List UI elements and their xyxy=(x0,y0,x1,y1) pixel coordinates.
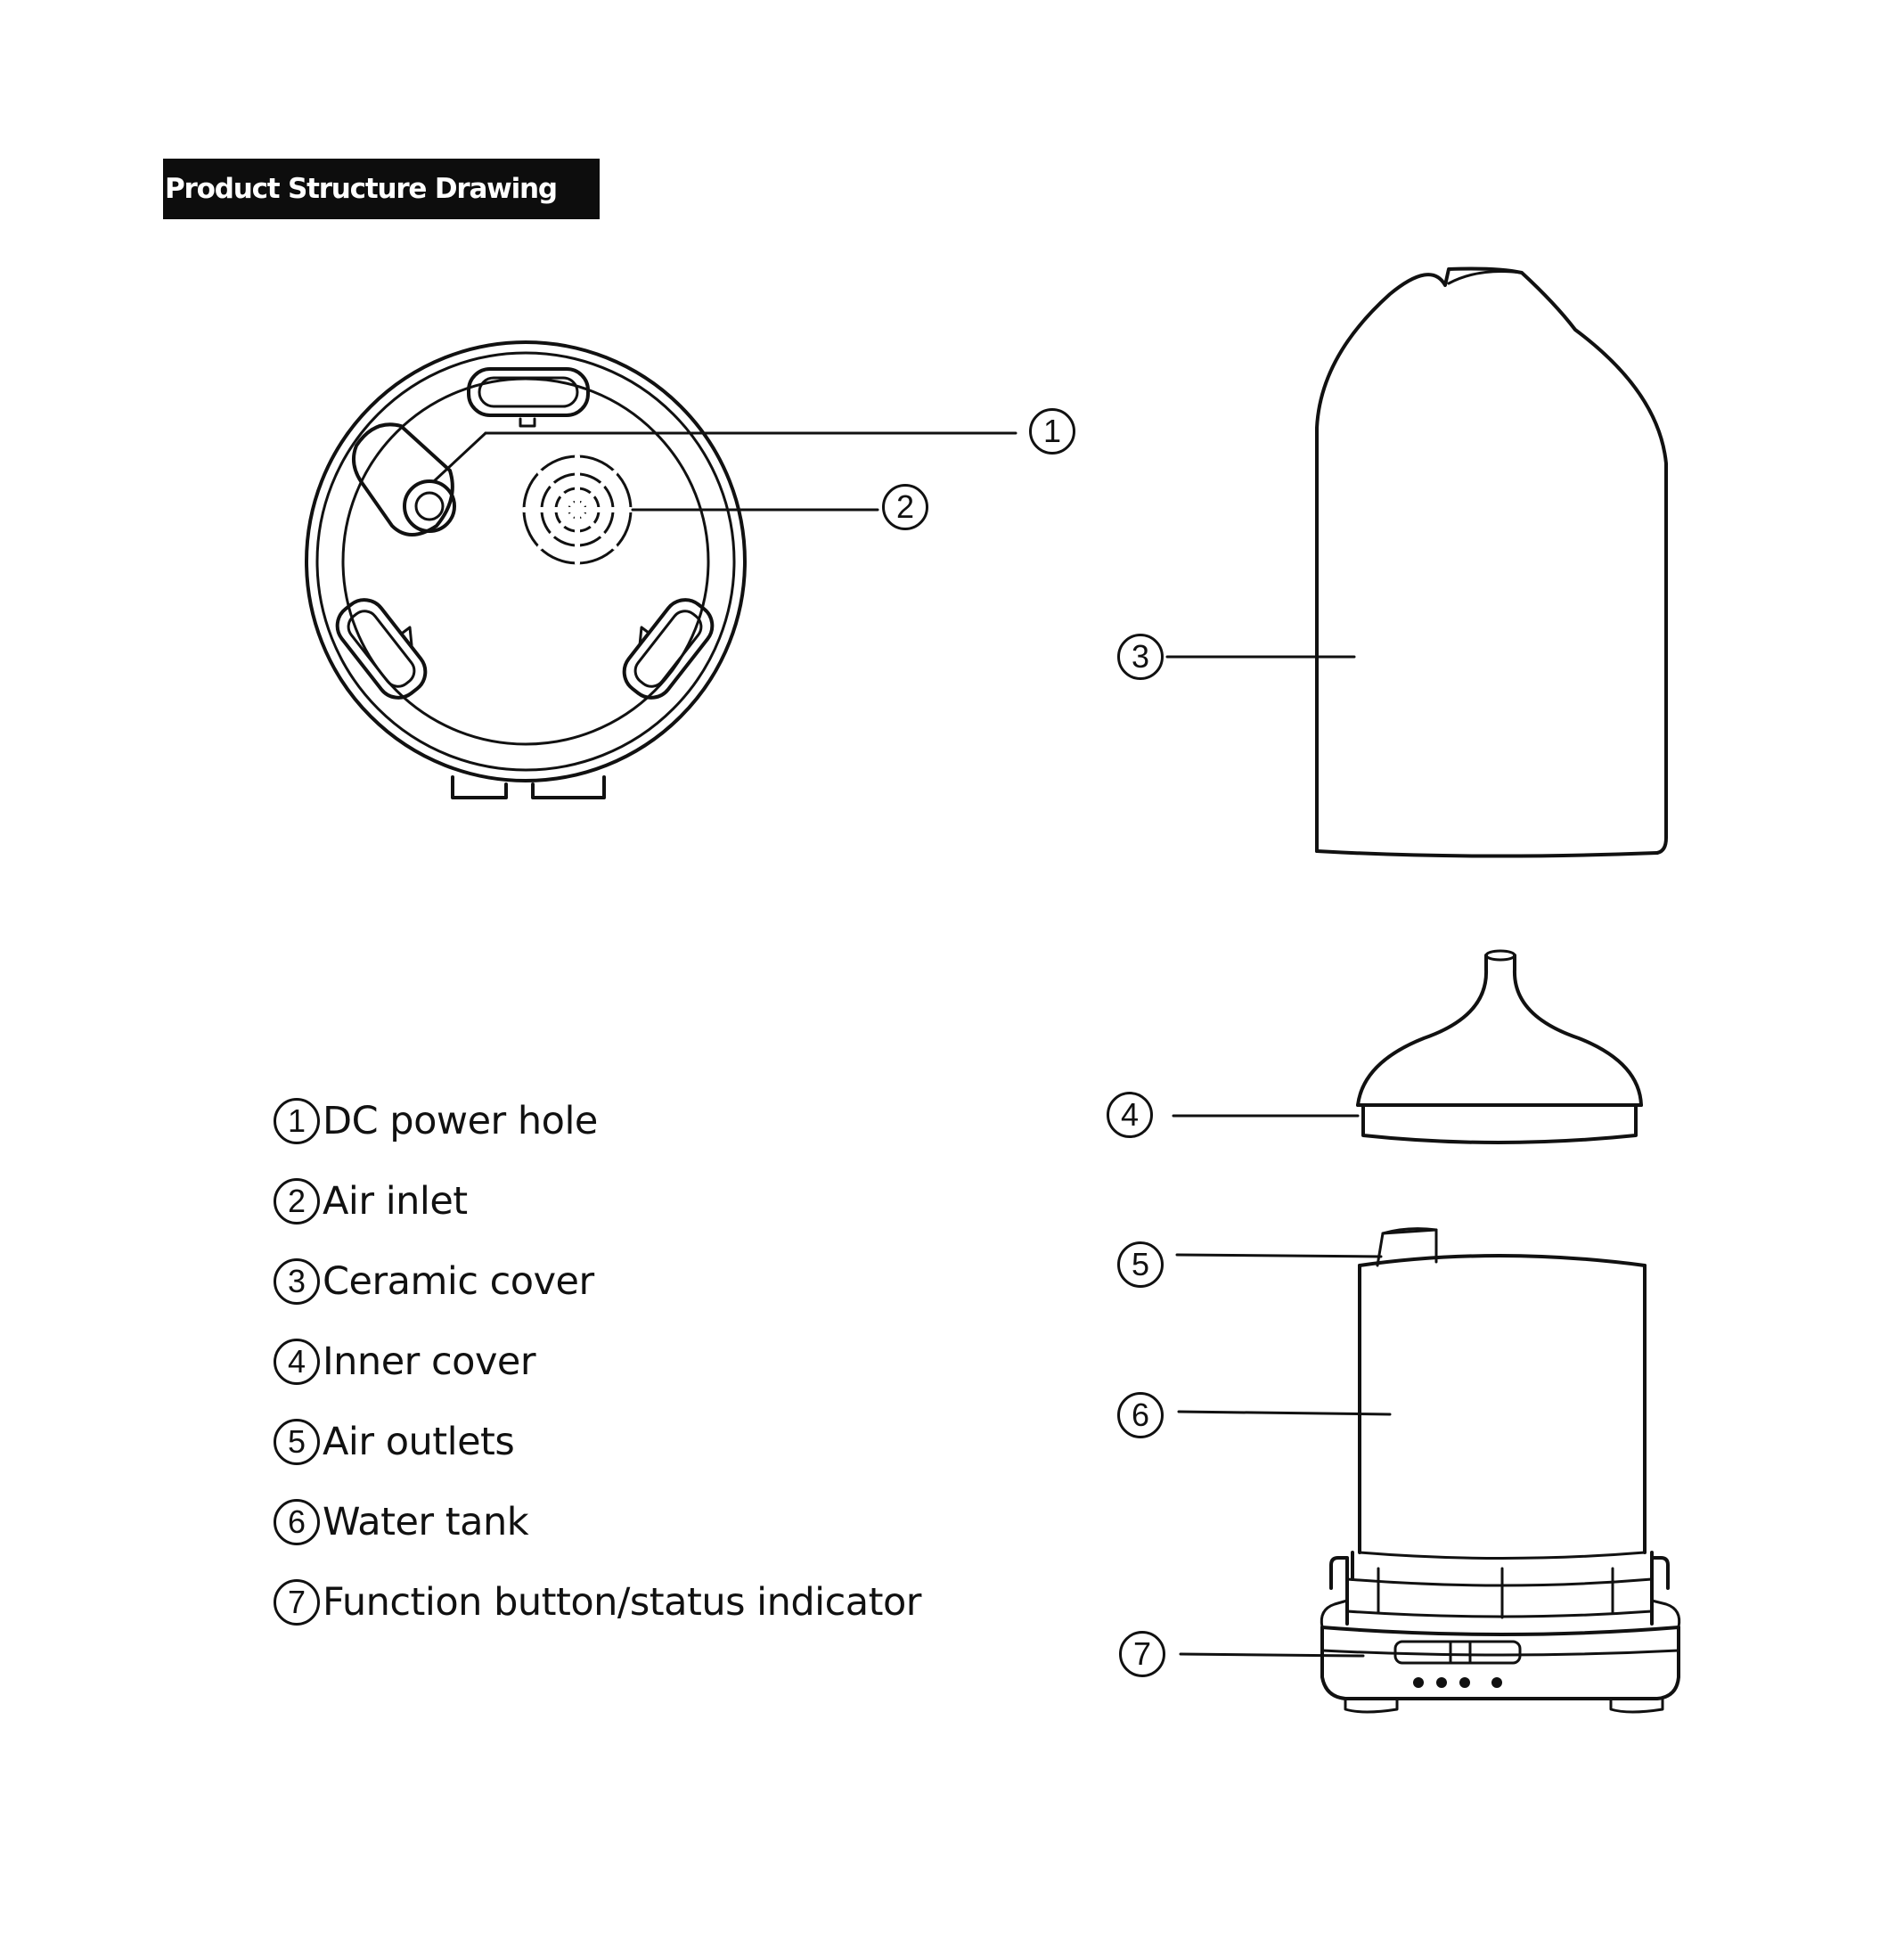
foot-pad-left xyxy=(329,591,434,706)
callout-5: 5 xyxy=(1117,1241,1164,1288)
legend-number: 4 xyxy=(274,1339,320,1385)
legend-number: 3 xyxy=(274,1258,320,1305)
legend-number: 6 xyxy=(274,1499,320,1545)
legend-label: Inner cover xyxy=(323,1339,536,1384)
legend-number: 1 xyxy=(274,1098,320,1144)
base-bottom-view xyxy=(306,342,1016,798)
legend-item xyxy=(274,1081,1075,1161)
legend-item xyxy=(274,1161,1075,1241)
legend-label: Air outlets xyxy=(323,1420,515,1464)
legend-label: Water tank xyxy=(323,1500,529,1544)
ceramic-cover-drawing xyxy=(1167,269,1666,856)
parts-legend xyxy=(274,1081,1075,1642)
callout-4: 4 xyxy=(1107,1092,1153,1138)
legend-label: Ceramic cover xyxy=(323,1259,594,1304)
legend-item xyxy=(274,1562,1075,1642)
legend-number: 7 xyxy=(274,1579,320,1626)
legend-item xyxy=(274,1322,1075,1402)
legend-item xyxy=(274,1482,1075,1562)
foot-pad-top xyxy=(469,369,588,426)
callout-6: 6 xyxy=(1117,1392,1164,1438)
section-title: Product Structure Drawing xyxy=(165,173,557,205)
legend-label: DC power hole xyxy=(323,1099,598,1143)
base-drawing xyxy=(1181,1552,1679,1712)
status-indicator-lights xyxy=(1413,1677,1502,1688)
legend-number: 2 xyxy=(274,1178,320,1225)
function-button-drawing xyxy=(1395,1642,1520,1663)
callout-3: 3 xyxy=(1117,634,1164,680)
legend-label: Function button/status indicator xyxy=(323,1580,921,1625)
callout-1: 1 xyxy=(1029,408,1075,455)
dc-power-hole-drawing xyxy=(354,424,454,535)
legend-label: Air inlet xyxy=(323,1179,468,1224)
water-tank-drawing xyxy=(1177,1229,1645,1559)
inner-cover-drawing xyxy=(1173,951,1641,1143)
legend-item xyxy=(274,1241,1075,1322)
legend-number: 5 xyxy=(274,1419,320,1465)
air-inlet-drawing xyxy=(524,456,631,563)
callout-7: 7 xyxy=(1119,1631,1165,1677)
legend-item xyxy=(274,1402,1075,1482)
callout-2: 2 xyxy=(882,484,928,530)
